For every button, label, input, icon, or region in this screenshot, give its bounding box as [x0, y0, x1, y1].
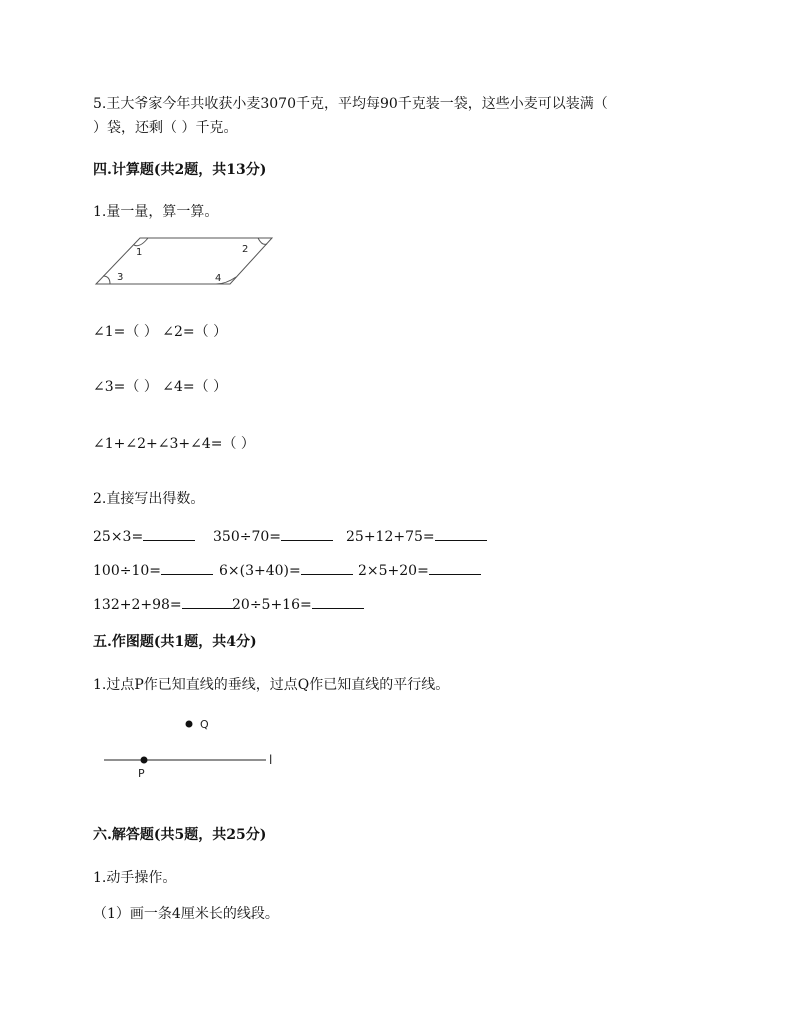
point-p — [141, 757, 148, 764]
section-5-prompt: 1.过点P作已知直线的垂线，过点Q作已知直线的平行线。 — [93, 677, 450, 693]
calc-item — [219, 560, 353, 581]
section-4-q2-prompt: 2.直接写出得数。 — [93, 491, 205, 507]
calc-item — [93, 526, 195, 547]
calc-item — [93, 560, 213, 581]
parallelogram-figure — [90, 232, 280, 292]
answer-blank[interactable] — [143, 526, 195, 541]
section-6-heading: 六.解答题(共5题，共25分) — [93, 827, 267, 843]
calc-expression: 100÷10= — [93, 563, 161, 579]
answer-blank[interactable] — [182, 594, 234, 609]
answer-blank[interactable] — [281, 526, 333, 541]
answer-blank[interactable] — [301, 560, 353, 575]
answer-blank[interactable] — [435, 526, 487, 541]
calc-item — [358, 560, 481, 581]
section-6-q1: 1.动手操作。 — [93, 870, 177, 886]
angle-label-3: 3 — [117, 272, 124, 283]
angle-label-1: 1 — [136, 247, 143, 258]
section-4-heading: 四.计算题(共2题，共13分) — [93, 162, 267, 178]
angle-label-4: 4 — [215, 273, 222, 284]
calc-expression: 350÷70= — [213, 529, 281, 545]
section-4-q1-prompt: 1.量一量，算一算。 — [93, 204, 219, 220]
angle-2-arc — [258, 238, 267, 244]
calc-expression: 6×(3+40)= — [219, 563, 301, 579]
question-5-line-1: 5.王大爷家今年共收获小麦3070千克，平均每90千克装一袋，这些小麦可以装满（ — [93, 96, 608, 112]
label-l: l — [269, 753, 273, 767]
label-p: P — [138, 767, 145, 780]
angle-label-2: 2 — [242, 244, 249, 255]
answer-blank[interactable] — [161, 560, 213, 575]
calc-expression: 25+12+75= — [346, 529, 435, 545]
angle-answer-line-1: ∠1=（ ） ∠2=（ ） — [93, 324, 228, 340]
calc-expression: 25×3= — [93, 529, 144, 545]
angle-answer-line-2: ∠3=（ ） ∠4=（ ） — [93, 379, 228, 395]
answer-blank[interactable] — [312, 594, 364, 609]
calc-item — [93, 594, 234, 615]
section-5-heading: 五.作图题(共1题，共4分) — [93, 634, 257, 650]
section-6-q1-sub1: （1）画一条4厘米长的线段。 — [93, 906, 279, 922]
calc-item — [232, 594, 364, 615]
angle-answer-line-3: ∠1+∠2+∠3+∠4=（ ） — [93, 436, 255, 452]
answer-blank[interactable] — [429, 560, 481, 575]
calc-expression: 132+2+98= — [93, 597, 182, 613]
drawing-figure — [98, 712, 288, 782]
calc-item — [213, 526, 333, 547]
label-q: Q — [200, 718, 209, 731]
point-q — [186, 721, 193, 728]
angle-3-arc — [103, 276, 110, 284]
calc-expression: 2×5+20= — [358, 563, 429, 579]
calc-item — [346, 526, 487, 547]
question-5-line-2: ）袋，还剩（ ）千克。 — [93, 120, 238, 136]
calc-expression: 20÷5+16= — [232, 597, 312, 613]
